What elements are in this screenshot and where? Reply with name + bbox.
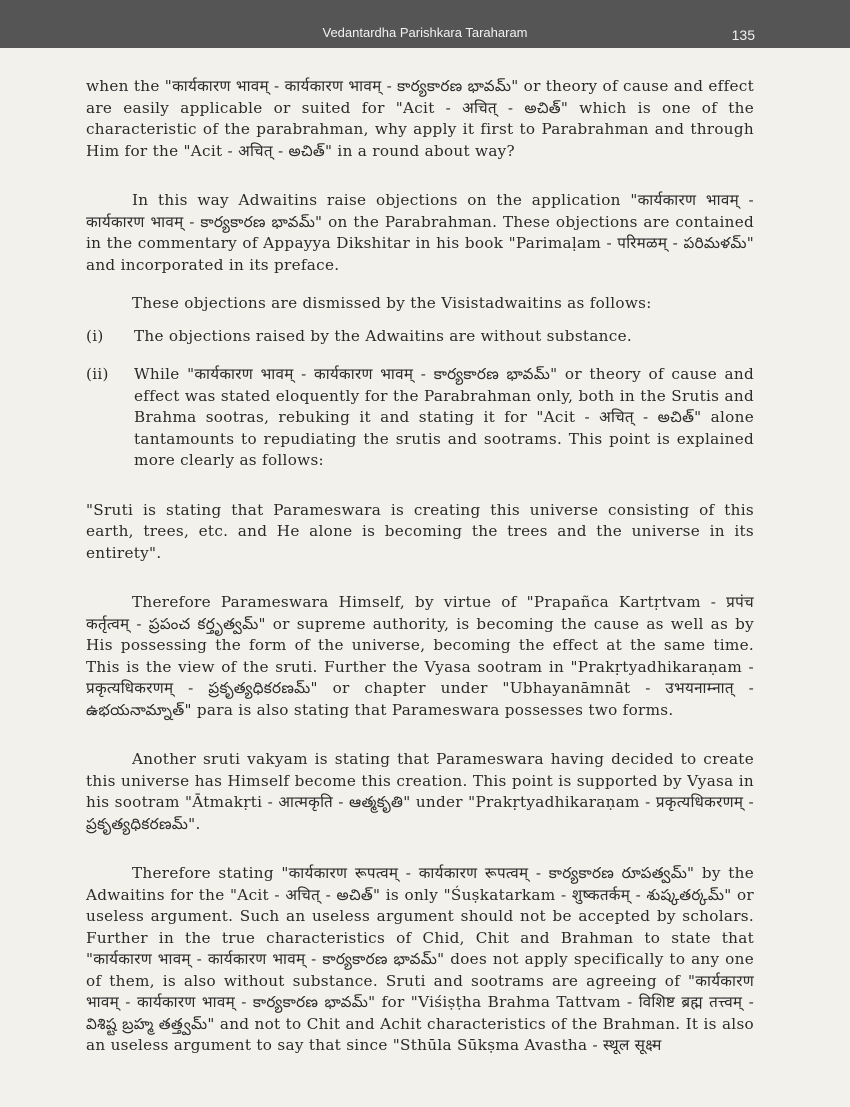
running-title: Vedantardha Parishkara Taraharam bbox=[322, 25, 528, 40]
list-number: (i) bbox=[86, 326, 104, 345]
page-number: 135 bbox=[731, 27, 755, 43]
list-text: While "कार्यकारण भावम् - कार्यकारण भावम् - కార్యకారణ భావమ్" or theory of cause and effect was stated eloquently for the Parabrahman only, both in the Srutis and Brahma sootras, rebuking it and stating it for "Acit - अचित् - అచిత్" alone tantamounts to repudiating the srutis and sootrams. This point is explained more clearly as follows: bbox=[134, 365, 754, 469]
paragraph-dismissal-intro: These objections are dismissed by the Visistadwaitins as follows: bbox=[132, 294, 652, 312]
paragraph-conclusion: Therefore stating "कार्यकारण रूपत्वम् - कार्यकारण रूपत्वम् - కార్యకారణ రూపత్వమ్" by the Adwaitins for the "Acit - अचित् - అచిత్" is only "Śuṣkatarkam - शुष्कतर्कम् - శుష్కతర్కమ్" or useless argument. Such an useless argument should not be accepted by scholars. Further in the true characteristics of Chid, Chit and Brahman to state that "कार्यकारण भावम् - कार्यकारण भावम् - కార్యకారణ భావమ్" does not apply specifically to any one of them, is also without substance. Sruti and sootrams are agreeing of "कार्यकारण भावम् - कार्यकारण भावम् - కార్యకారణ భావమ్" for "Viśiṣṭha Brahma Tattvam - विशिष्ट ब्रह्म तत्त्वम् - విశిష్ట బ్రహ్మ తత్త్వమ్" and not to Chit and Achit characteristics of the Brahman. It is also an useless argument to say that since "Sthūla Sūkṣma Avastha - स्थूल सूक्ष्म bbox=[86, 864, 754, 1054]
sruti-quote: "Sruti is stating that Parameswara is creating this universe consisting of this earth, trees, etc. and He alone is becoming the trees and the universe in its entirety". bbox=[86, 500, 754, 562]
list-number: (ii) bbox=[86, 365, 109, 383]
list-item-2 bbox=[86, 364, 754, 472]
page-header bbox=[0, 0, 850, 48]
paragraph-continuation: when the "कार्यकारण भावम् - कार्यकारण भावम् - కార్యకారణ భావమ్" or theory of cause and effect are easily applicable or suited for "Acit - अचित् - అచిత్" which is one of the characteristic of the parabrahman, why apply it first to Parabrahman and through Him for the "Acit - अचित् - అచిత్" in a round about way? bbox=[86, 77, 754, 160]
list-item-1 bbox=[86, 326, 754, 348]
page-body bbox=[86, 76, 754, 1057]
paragraph-adwaitin-objections: In this way Adwaitins raise objections on the application "कार्यकारण भावम् - कार्यकारण भावम् - కార్యకారణ భావమ్" on the Parabrahman. These objections are contained in the commentary of Appayya Dikshitar in his book "Parimaḷam - परिमळम् - పరిమళమ్" and incorporated in its preface. bbox=[86, 191, 754, 274]
list-text: The objections raised by the Adwaitins are without substance. bbox=[134, 326, 632, 345]
paragraph-sruti-vakyam: Another sruti vakyam is stating that Parameswara having decided to create this universe has Himself become this creation. This point is supported by Vyasa in his sootram "Ātmakṛti - आत्मकृति - ఆత్మకృతి" under "Prakṛtyadhikaraṇam - प्रकृत्यधिकरणम् - ప్రకృత్యధికరణమ్". bbox=[86, 750, 754, 833]
paragraph-parameswara-forms: Therefore Parameswara Himself, by virtue of "Prapañca Kartṛtvam - प्रपंच कर्तृत्वम् - ప్రపంచ కర్తృత్వమ్" or supreme authority, is becoming the cause as well as by His possessing the form of the universe, becoming the effect at the same time. This is the view of the sruti. Further the Vyasa sootram in "Prakṛtyadhikaraṇam - प्रकृत्यधिकरणम् - ప్రకృత్యధికరణమ్" or chapter under "Ubhayanāmnāt - उभयनाम्नात् - ఉభయనామ్నాత్" para is also stating that Parameswara possesses two forms. bbox=[86, 593, 754, 719]
